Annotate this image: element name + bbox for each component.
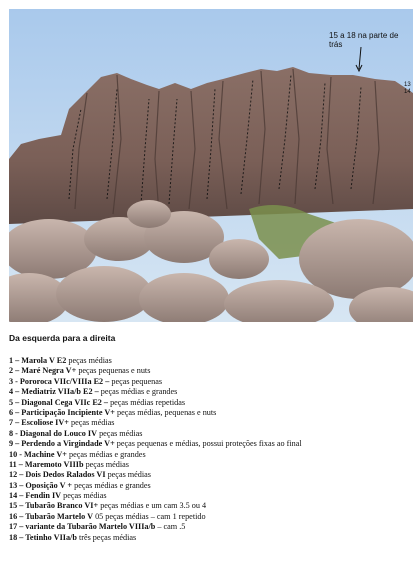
- photo-annotation-line-1: 15 a 18 na parte de: [329, 31, 399, 40]
- route-gear: peças médias e um cam 3.5 ou 4: [98, 501, 207, 511]
- route-name: 11 – Maremoto VIIIb: [9, 459, 84, 469]
- route-name: 1 – Marola V E2: [9, 356, 67, 365]
- route-name: 5 – Diagonal Cega VIIc E2 –: [9, 397, 109, 407]
- photo-annotation-line-2: trás: [329, 40, 343, 49]
- route-list: [9, 356, 413, 543]
- route-name: 8 - Diagonal do Louco IV: [9, 428, 98, 438]
- route-name: 7 – Escoliose IV+: [9, 418, 69, 428]
- route-gear: – cam .5: [155, 522, 186, 532]
- route-item-5: [9, 398, 413, 408]
- route-name: 17 – variante da Tubarão Martelo VIIIa/b: [9, 522, 156, 532]
- route-gear: peças médias: [83, 459, 129, 469]
- route-item-3: [9, 377, 413, 387]
- crag-photo: [9, 9, 413, 322]
- crag-photo-illustration: [9, 9, 413, 322]
- photo-annotation: [329, 31, 407, 49]
- route-name: 4 – Mediatriz VIIa/b E2 –: [9, 387, 99, 397]
- route-item-16: [9, 512, 413, 522]
- route-item-2: [9, 366, 413, 376]
- route-item-4: [9, 387, 413, 397]
- route-gear: peças pequenas e nuts: [76, 366, 151, 376]
- route-item-1: [9, 356, 413, 366]
- route-item-6: [9, 408, 413, 418]
- route-gear: 05 peças médias – cam 1 repetido: [93, 511, 206, 521]
- route-gear: peças médias e grandes: [98, 387, 178, 397]
- route-gear: peças médias: [97, 428, 143, 438]
- route-item-14: [9, 491, 413, 501]
- route-gear: peças médias e grandes: [66, 449, 146, 459]
- route-gear: peças médias: [61, 491, 107, 501]
- route-name: 18 – Tetinho VIIa/b: [9, 532, 77, 542]
- photo-side-number-13: 13: [404, 82, 411, 88]
- route-name: 6 – Participação Incipiente V+: [9, 407, 115, 417]
- route-name: 9 – Perdendo a Virgindade V+: [9, 439, 115, 449]
- route-name: 12 – Dois Dedos Ralados VI: [9, 470, 106, 480]
- route-item-12: [9, 470, 413, 480]
- route-gear: peças médias: [68, 418, 115, 428]
- route-item-13: [9, 481, 413, 491]
- route-item-17: [9, 522, 413, 532]
- route-name: 16 – Tubarão Martelo V: [9, 511, 94, 521]
- route-gear: peças médias repetidas: [108, 397, 186, 407]
- route-item-8: [9, 429, 413, 439]
- photo-side-number-14: 14: [404, 89, 411, 95]
- route-item-11: [9, 460, 413, 470]
- route-name: 13 – Oposição V +: [9, 480, 73, 490]
- route-item-15: [9, 501, 413, 511]
- route-gear: peças médias: [105, 470, 151, 480]
- route-gear: peças médias, pequenas e nuts: [114, 407, 217, 417]
- route-gear: peças médias: [66, 356, 112, 365]
- route-gear: peças pequenas e médias, possui proteções fixas ao final: [114, 439, 302, 449]
- caption: Da esquerda para a direita: [9, 333, 116, 343]
- route-name: 10 - Machine V+: [9, 449, 67, 459]
- route-item-7: [9, 418, 413, 428]
- route-gear: peças pequenas: [109, 376, 163, 386]
- route-item-9: [9, 439, 413, 449]
- route-item-18: [9, 533, 413, 543]
- route-name: 2 – Maré Negra V+: [9, 366, 77, 376]
- route-name: 14 – Fendin IV: [9, 491, 62, 501]
- route-name: 15 – Tubarão Branco VI+: [9, 501, 99, 511]
- route-gear: três peças médias: [76, 532, 137, 542]
- route-name: 3 - Pororoca VIIc/VIIIa E2 –: [9, 376, 110, 386]
- route-gear: peças médias e grandes: [72, 480, 151, 490]
- route-item-10: [9, 450, 413, 460]
